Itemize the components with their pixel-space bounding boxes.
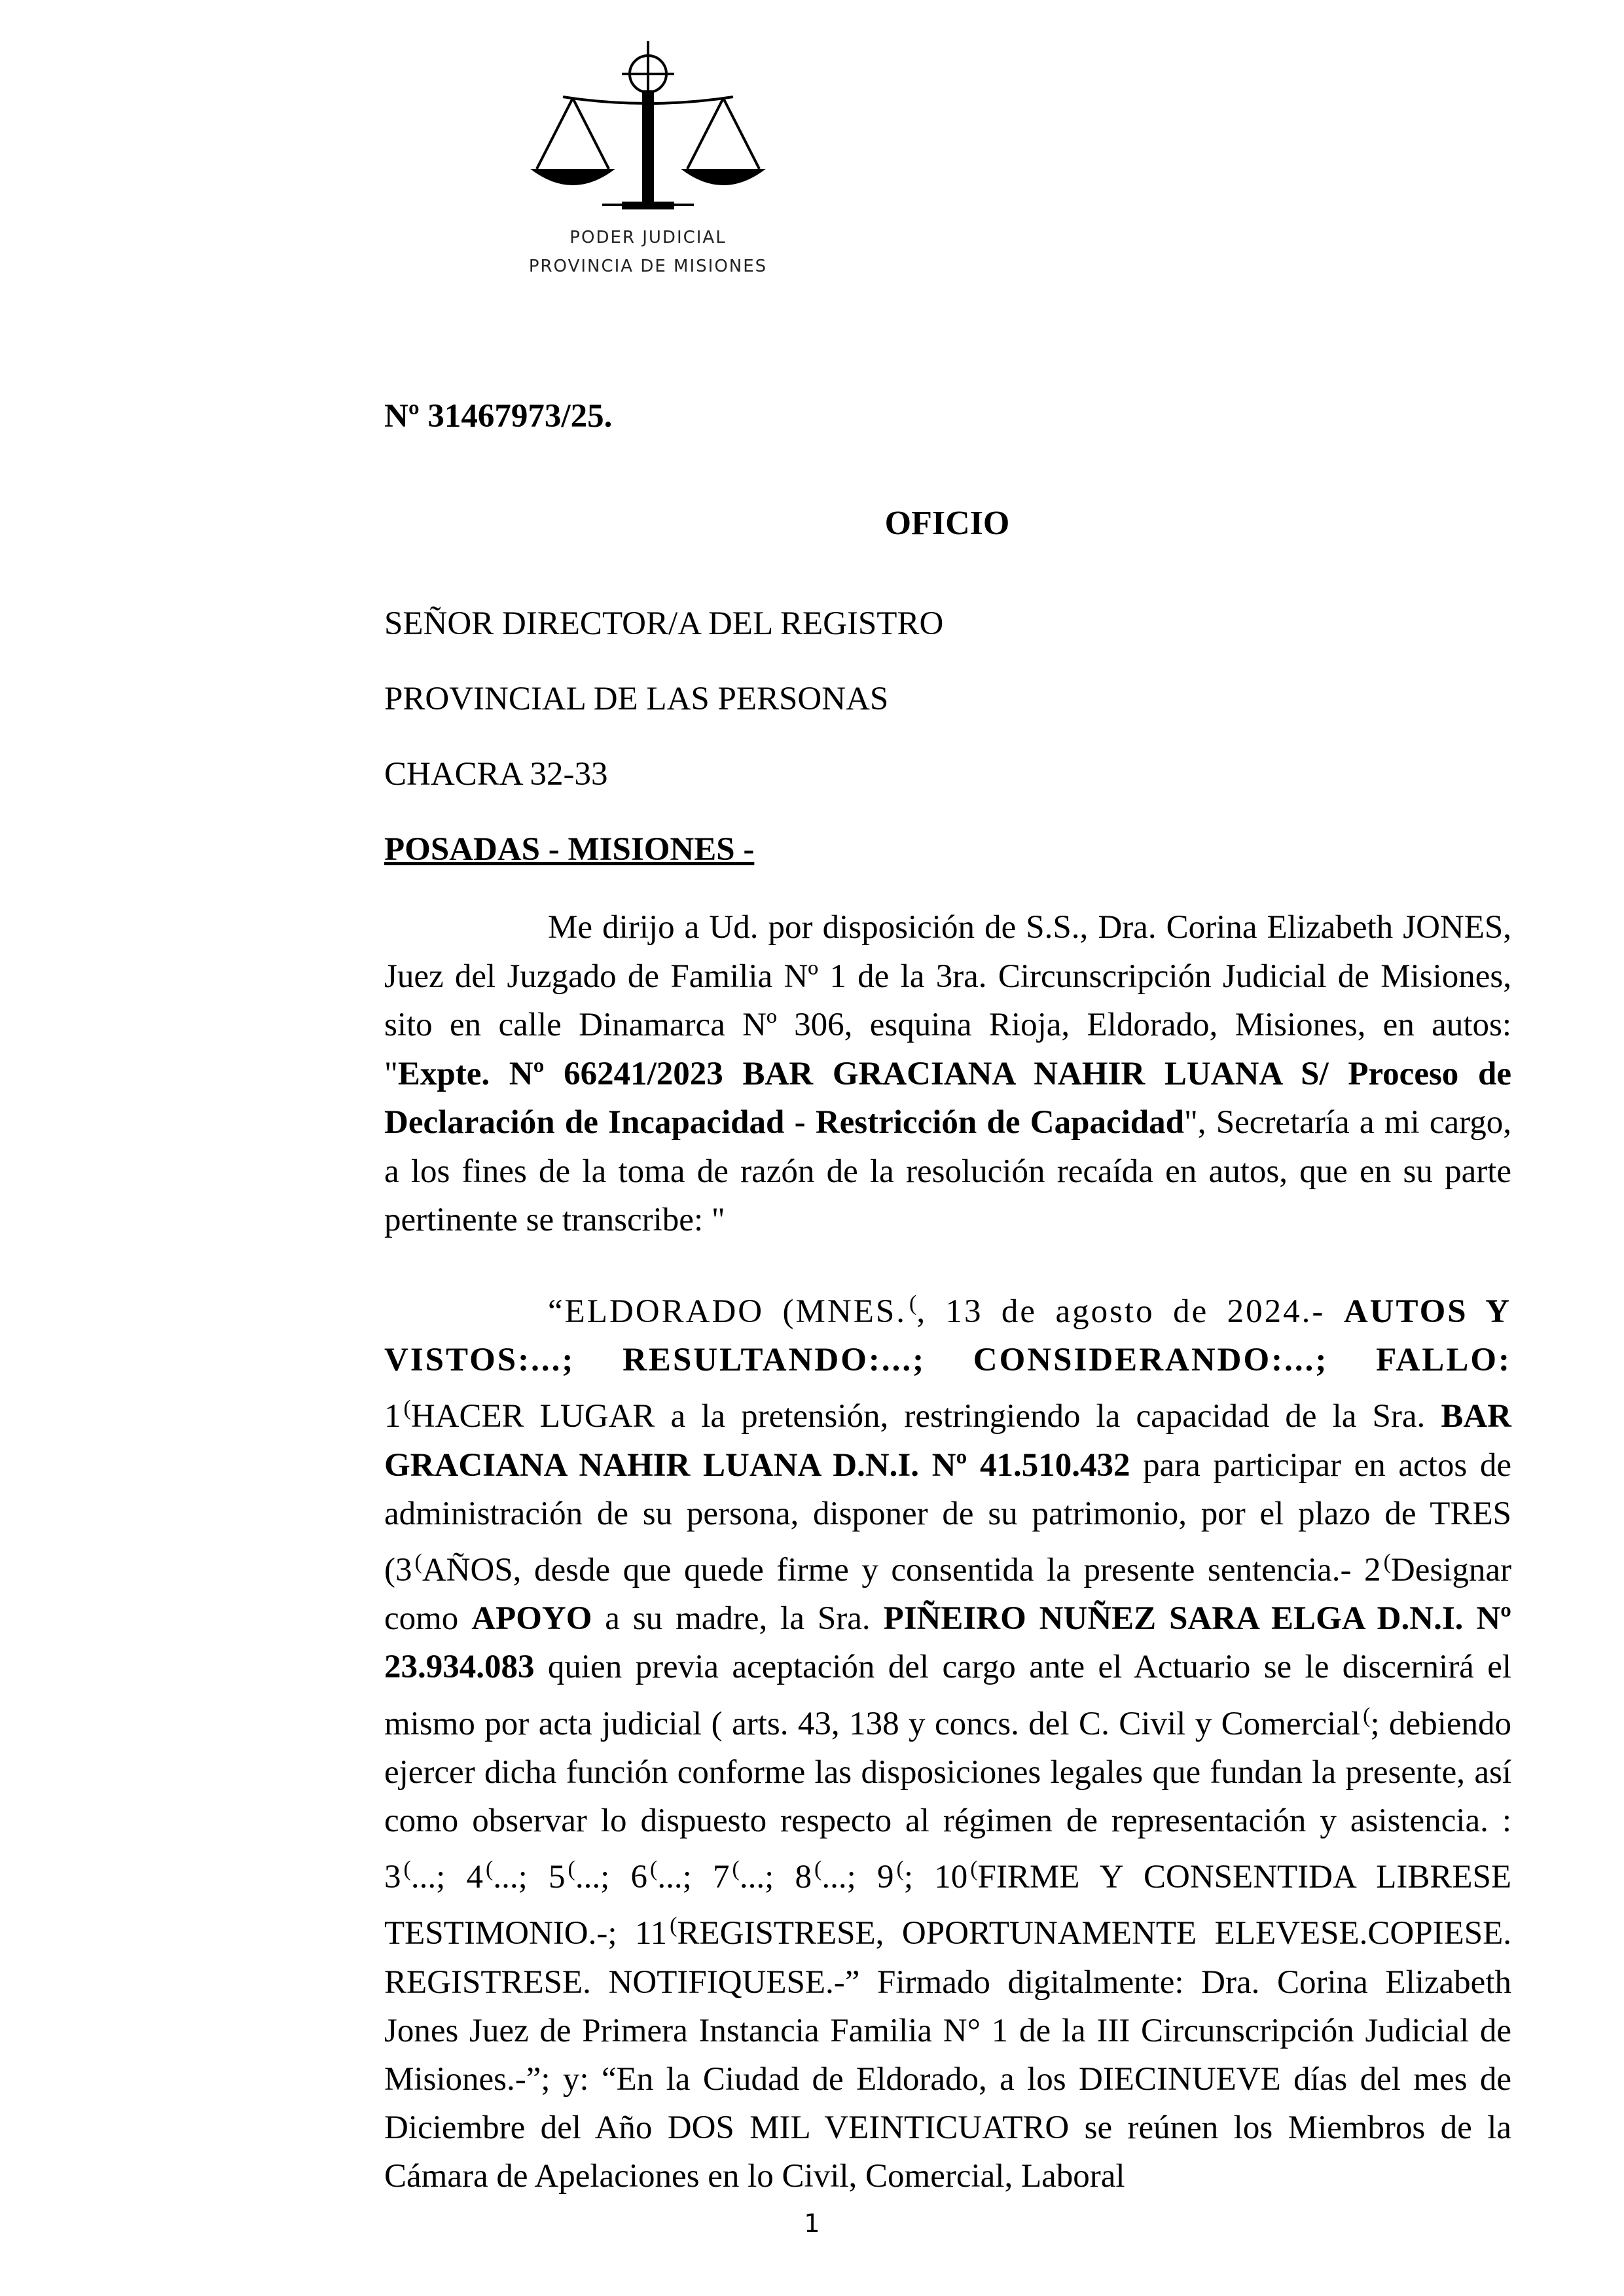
paragraph-text: ...; 9	[821, 1859, 894, 1896]
institution-name: PODER JUDICIAL	[569, 228, 727, 247]
paragraph-text: quien previa aceptación del cargo ante el Actuario se le discernirá el mismo por acta judicial ( arts. 43, 138 y concs. del C. Civil y Comercial	[384, 1649, 1511, 1742]
paragraph-text: Designar como	[384, 1552, 1511, 1638]
paren-mark: (	[568, 1857, 575, 1882]
addressee-line: CHACRA 32-33	[384, 756, 608, 793]
paren-mark: (	[1363, 1703, 1371, 1728]
paragraph-text: ; 10	[903, 1859, 968, 1896]
addressee-line: PROVINCIAL DE LAS PERSONAS	[384, 681, 889, 717]
paragraph-text: ...; 5	[493, 1859, 566, 1896]
paragraph-text: 1	[384, 1398, 401, 1435]
person-name: PIÑEIRO NUÑEZ SARA ELGA D.N.I. Nº 23.934.083	[384, 1600, 1512, 1686]
paragraph-text: para participar en actos de administración de su persona, disponer de su patrimonio, por el plazo de TRES (3	[384, 1446, 1511, 1589]
scales-of-justice-logo	[524, 38, 785, 215]
paragraph-text: Me dirijo a Ud. por disposición de S.S., Dra. Corina Elizabeth JONES, Juez del Juzgado de Familia Nº 1 de la 3ra. Circunscripción Judicial de Misiones, sito en calle Dinamarca Nº 306, esquina Rioja, Eldorado, Misiones, en autos: "	[384, 909, 1511, 1092]
addressee-line: SEÑOR DIRECTOR/A DEL REGISTRO	[384, 605, 944, 642]
page-number: 1	[804, 2209, 820, 2238]
paragraph-text: ...; 7	[657, 1859, 730, 1896]
paragraph-text: FIRME Y CONSENTIDA LIBRESE TESTIMONIO.-; 11	[384, 1859, 1512, 1952]
institution-province: PROVINCIA DE MISIONES	[528, 257, 768, 276]
paren-mark: (	[814, 1857, 822, 1882]
document-number: Nº 31467973/25.	[384, 398, 613, 435]
paragraph-text: ...; 6	[575, 1859, 647, 1896]
paren-mark: (	[414, 1550, 422, 1575]
transcribed-resolution	[384, 1280, 1511, 2201]
bold-heading: AUTOS Y VISTOS:...; RESULTANDO:...; CONSIDERANDO:...; FALLO:	[384, 1293, 1511, 1379]
paren-mark: (	[1383, 1550, 1391, 1575]
bold-term: APOYO	[471, 1600, 592, 1638]
paren-mark: (	[650, 1857, 658, 1882]
paren-mark: (	[486, 1857, 494, 1882]
paragraph-text: ...; 4	[410, 1859, 483, 1896]
paren-mark: (	[403, 1396, 411, 1421]
paren-mark: (	[403, 1857, 411, 1882]
paragraph-text: “ELDORADO (MNES.	[548, 1293, 907, 1330]
paragraph-text: , 13 de agosto de 2024.-	[916, 1293, 1344, 1330]
paragraph-text: AÑOS, desde que quede firme y consentida la presente sentencia.- 2	[422, 1552, 1381, 1589]
paragraph-text: ...; 8	[739, 1859, 812, 1896]
person-name: BAR GRACIANA NAHIR LUANA D.N.I. Nº 41.510.432	[384, 1398, 1511, 1484]
paren-mark: (	[909, 1291, 917, 1316]
addressee-city: POSADAS - MISIONES -	[384, 831, 755, 868]
paren-mark: (	[896, 1857, 904, 1882]
document-title: OFICIO	[884, 505, 1010, 542]
paren-mark: (	[670, 1913, 677, 1938]
paragraph-text: HACER LUGAR a la pretensión, restringiendo la capacidad de la Sra.	[410, 1398, 1441, 1435]
paragraph-text: a su madre, la Sra.	[592, 1600, 884, 1638]
body-paragraph	[384, 903, 1511, 1245]
paragraph-text: ; debiendo ejercer dicha función conforme las disposiciones legales que fundan la presente, así como observar lo dispuesto respecto al régimen de representación y asistencia. : 3	[384, 1705, 1511, 1896]
case-reference: Expte. Nº 66241/2023 BAR GRACIANA NAHIR LUANA S/ Proceso de Declaración de Incapacidad - Restricción de Capacidad	[384, 1055, 1511, 1141]
paren-mark: (	[732, 1857, 740, 1882]
paragraph-text: ", Secretaría a mi cargo, a los fines de la toma de razón de la resolución recaída en autos, que en su parte pertinente se transcribe: "	[384, 1104, 1511, 1238]
paragraph-text: REGISTRESE, OPORTUNAMENTE ELEVESE.COPIESE. REGISTRESE. NOTIFIQUESE.-” Firmado digitalmente: Dra. Corina Elizabeth Jones Juez de Primera Instancia Familia N° 1 de la III Circunscripción Judicial de Misiones.-”; y: “En la Ciudad de Eldorado, a los DIECINUEVE días del mes de Diciembre del Año DOS MIL VEINTICUATRO se reúnen los Miembros de la Cámara de Apelaciones en lo Civil, Comercial, Laboral	[384, 1915, 1511, 2195]
paren-mark: (	[970, 1857, 978, 1882]
